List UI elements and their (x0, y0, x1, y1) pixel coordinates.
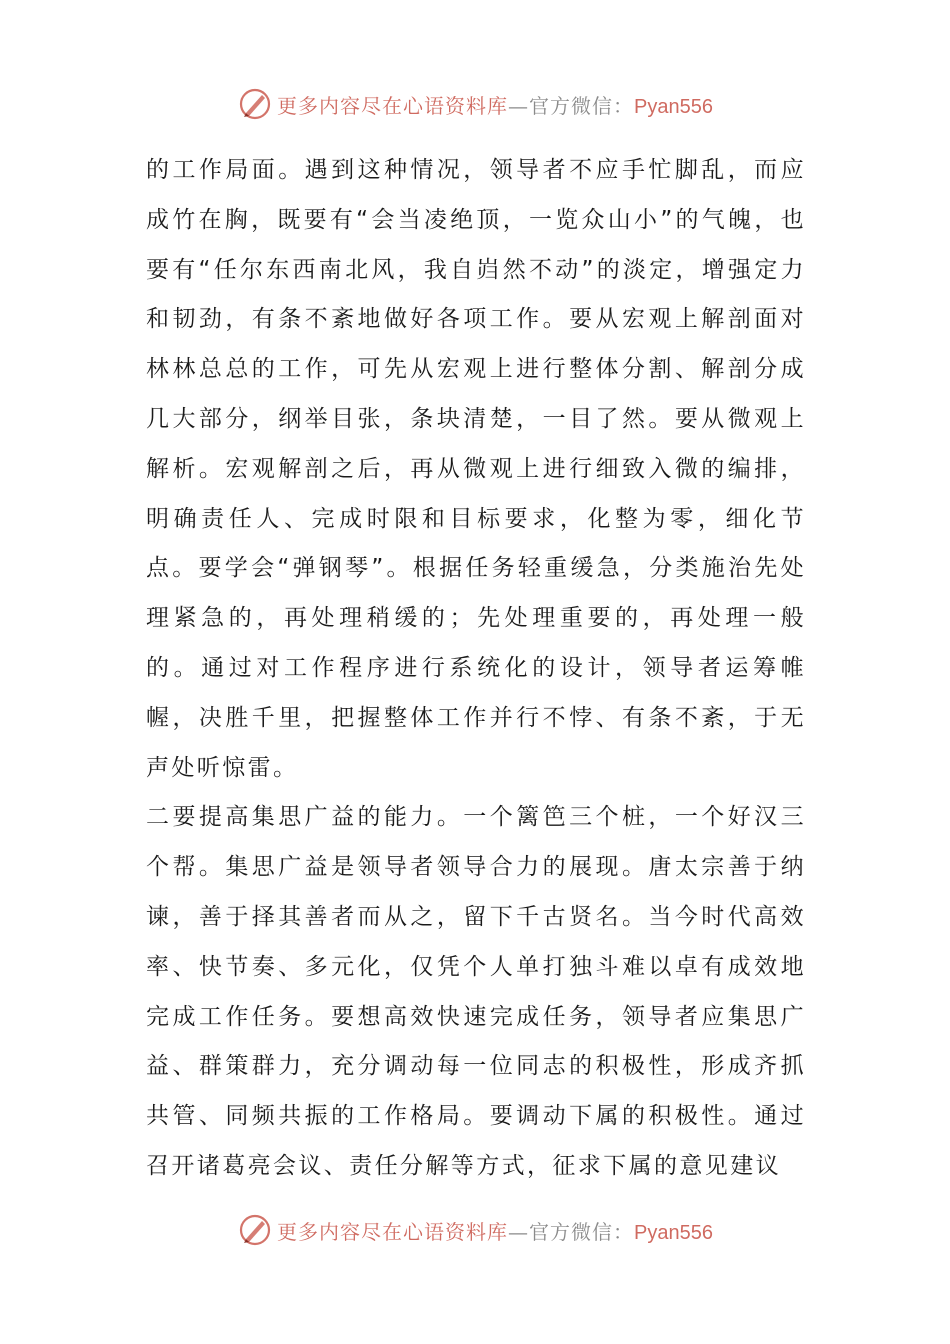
paragraph: 二要提高集思广益的能力。一个篱笆三个桩，一个好汉三个帮。集思广益是领导者领导合力的展现。唐太宗善于纳谏，善于择其善者而从之，留下千古贤名。当今时代高效率、快节奏、多元化，仅凭个人单打独斗难以卓有成效地完成工作任务。要想高效快速完成任务，领导者应集思广益、群策群力，充分调动每一位同志的积极性，形成齐抓共管、同频共振的工作格局。要调动下属的积极性。通过召开诸葛亮会议、责任分解等方式，征求下属的意见建议 (146, 804, 806, 1179)
header-watermark (0, 84, 950, 124)
watermark-label: —官方微信： (508, 93, 635, 118)
watermark-id: Pyan556 (634, 95, 713, 118)
footer-watermark (0, 1210, 950, 1250)
watermark-text (277, 90, 713, 119)
watermark-label: —官方微信： (508, 1219, 635, 1244)
watermark-brand: 更多内容尽在心语资料库 (277, 1219, 509, 1244)
watermark-text (277, 1216, 713, 1245)
watermark-id: Pyan556 (634, 1221, 713, 1244)
watermark-brand: 更多内容尽在心语资料库 (277, 93, 509, 118)
pen-logo-icon (237, 86, 273, 122)
paragraph: 的工作局面。遇到这种情况，领导者不应手忙脚乱，而应成竹在胸，既要有“会当凌绝顶，一览众山小”的气魄，也要有“任尔东西南北风，我自岿然不动”的淡定，增强定力和韧劲，有条不紊地做好各项工作。要从宏观上解剖面对林林总总的工作，可先从宏观上进行整体分割、解剖分成几大部分，纲举目张，条块清楚，一目了然。要从微观上解析。宏观解剖之后，再从微观上进行细致入微的编排，明确责任人、完成时限和目标要求，化整为零，细化节点。要学会“弹钢琴”。根据任务轻重缓急，分类施治先处理紧急的，再处理稍缓的；先处理重要的，再处理一般的。通过对工作程序进行系统化的设计，领导者运筹帷幄，决胜千里，把握整体工作并行不悖、有条不紊，于无声处听惊雷。 (146, 157, 806, 781)
pen-logo-icon (237, 1212, 273, 1248)
document-body (146, 146, 806, 1192)
